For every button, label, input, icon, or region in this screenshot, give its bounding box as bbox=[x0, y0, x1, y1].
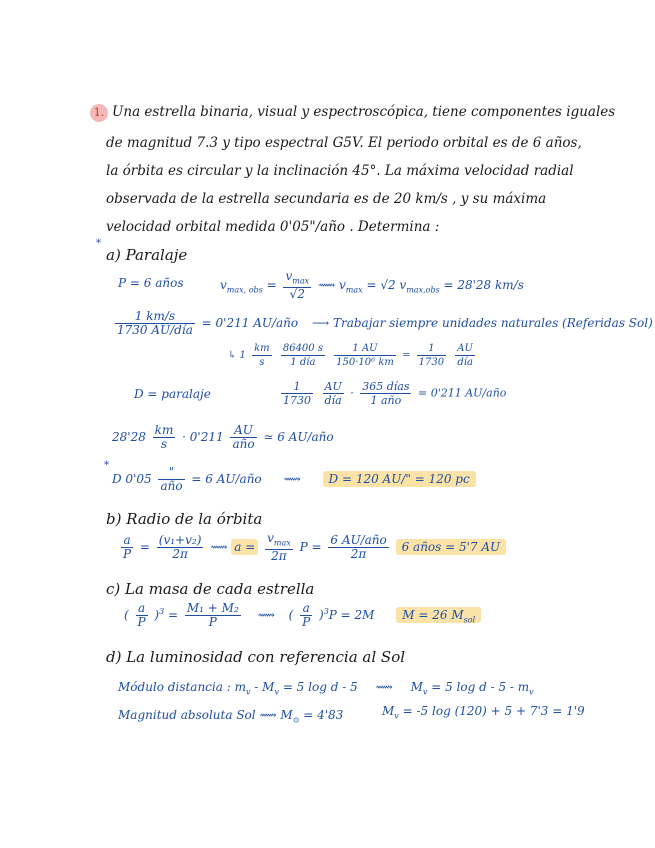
distance-modulus: Módulo distancia : $m_v - M_v = 5$ log d - 5 ⟿ $M_v = 5$ log d - $5 - m_v$ bbox=[118, 680, 534, 697]
section-b-title: b) Radio de la órbita bbox=[106, 510, 263, 528]
orbit-radius-result: 6 años = 5'7 AU bbox=[396, 539, 507, 555]
problem-line-2: de magnitud 7.3 y tipo espectral G5V. El periodo orbital es de 6 años, bbox=[106, 135, 582, 151]
problem-number: 1. bbox=[90, 104, 108, 122]
mass-equation: ( $\frac{a}{P}$ )$^3$ = $\frac{\text{M₁ + M₂}}{P}$ ⟿ ( $\frac{a}{P}$ )$^3$P = 2M M = 26 $M_{sol}$ bbox=[124, 602, 481, 629]
problem-line-3: la órbita es circular y la inclinación 45°. La máxima velocidad radial bbox=[106, 163, 574, 179]
section-c-title: c) La masa de cada estrella bbox=[106, 580, 315, 598]
sun-absolute-magnitude: Magnitud absoluta Sol ⟿ $M_⊙ = 4'83$ bbox=[118, 708, 344, 725]
absolute-magnitude-result: $M_v = -5$ log (120) + 5 + 7'3 = 1'9 bbox=[382, 704, 585, 721]
distance-calc: D 0'05 $\frac{"}{\text{año}}$ = 6 AU/año ⟿ D = 120 AU/" = 120 pc bbox=[112, 466, 476, 493]
unit-conversion-1: $\frac{1 km/s}{\text{1730 AU/día}}$ = 0'211 AU/año ⟶ Trabajar siempre unidades naturales (Referidas Sol) bbox=[117, 309, 653, 337]
star-mark-2: * bbox=[104, 460, 109, 471]
orbit-radius-equation: $\frac{a}{P}$ = $\frac{\text{(v₁+v₂)}}{2\pi}$ ⟿ a = $\frac{v_{max}}{2\pi}$ P = $\frac{\text{6 AU/año}}{2\pi}$ 6 años = 5'7 AU bbox=[118, 532, 506, 563]
vmax-equation: $v_{max, obs}$ = $\frac{v_{max}}{√2}$ ⟿ $v_{max} = √2$ $v_{max,obs} = 28'28$ km/s bbox=[220, 269, 524, 302]
star-mark: * bbox=[96, 238, 101, 249]
section-a-title: a) Paralaje bbox=[106, 246, 188, 264]
problem-line-5: velocidad orbital medida 0'05"/año . Determina : bbox=[106, 219, 440, 235]
problem-line-4: observada de la estrella secundaria es de 20 km/s , y su máxima bbox=[106, 191, 547, 207]
velocity-calc: 28'28 $\frac{km}{s}$ · 0'211 $\frac{AU}{\text{año}}$ ≃ 6 AU/año bbox=[112, 423, 334, 451]
section-d-title: d) La luminosidad con referencia al Sol bbox=[106, 648, 406, 666]
period-value: P = 6 años bbox=[118, 276, 184, 290]
mass-result: M = 26 $M_{sol}$ bbox=[396, 607, 481, 623]
problem-line-1: Una estrella binaria, visual y espectroscópica, tiene componentes iguales bbox=[112, 104, 616, 120]
distance-result: D = 120 AU/" = 120 pc bbox=[323, 471, 476, 487]
unit-conversion-2: ↳ 1 $\frac{km}{s}$ $\frac{86400 s}{\text{1 día}}$ $\frac{1 AU}{\text{150·10⁶ km}}$ = $\frac{1}{1730}$ $\frac{AU}{\text{día}}$ bbox=[228, 343, 473, 368]
d-parallax-label: D = paralaje bbox=[134, 387, 211, 401]
unit-conversion-3: $\frac{1}{1730}$ $\frac{AU}{\text{día}}$ · $\frac{\text{365 días}}{\text{1 año}}$ = 0'211 AU/año bbox=[283, 380, 507, 407]
